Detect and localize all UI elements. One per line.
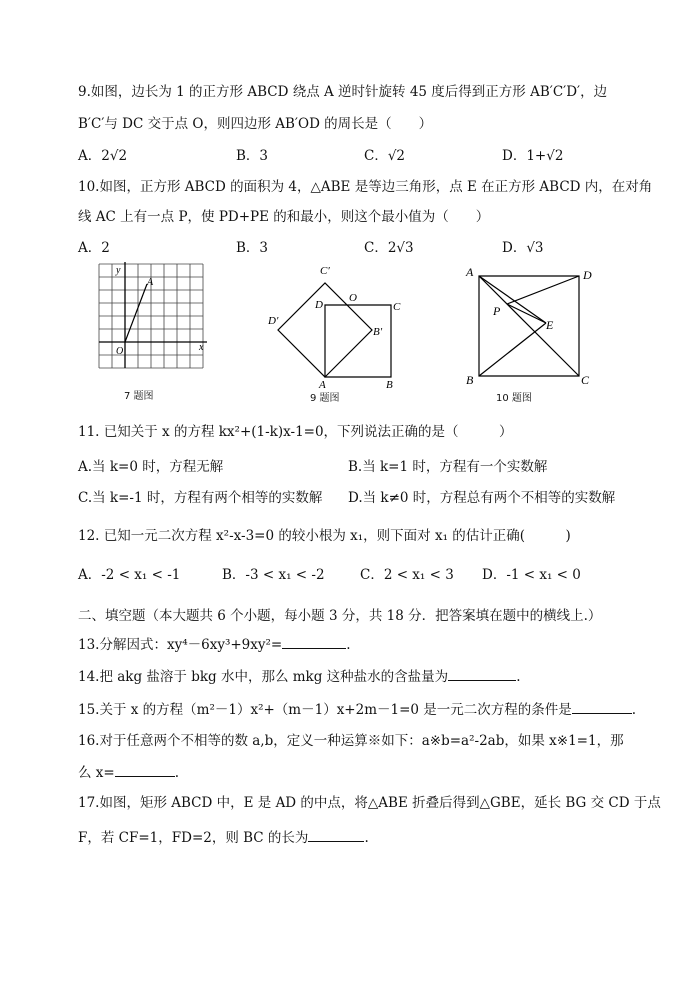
q14-text: 14.把 akg 盐溶于 bkg 水中，那么 mkg 这种盐水的含盐量为 (78, 669, 449, 685)
q11-option-c: C.当 k=-1 时，方程有两个相等的实数解 (78, 490, 323, 506)
label-b1: B′ (373, 326, 383, 338)
figure-7-caption: 7 题图 (124, 391, 154, 402)
label-y: y (116, 265, 121, 276)
figure-10-caption: 10 题图 (496, 393, 532, 404)
q14-answer-blank[interactable] (448, 666, 516, 681)
q13-answer-blank[interactable] (282, 634, 346, 649)
q12-option-d: D．-1 < x₁ < 0 (482, 567, 581, 583)
q11-option-b: B.当 k=1 时，方程有一个实数解 (348, 459, 548, 475)
label-c: C (393, 301, 401, 313)
label-a: A (147, 277, 154, 288)
figure-9-caption: 9 题图 (310, 393, 340, 404)
q15-answer-blank[interactable] (572, 699, 632, 714)
label-d: D (583, 268, 592, 282)
q14-end: . (516, 669, 521, 685)
q10-line1: 10.如图，正方形 ABCD 的面积为 4，△ABE 是等边三角形，点 E 在正方形 ABCD 内，在对角 (78, 179, 653, 195)
q9-line1: 9.如图，边长为 1 的正方形 ABCD 绕点 A 逆时针旋转 45 度后得到正方形 AB′C′D′，边 (78, 84, 608, 100)
q11-option-d: D.当 k≠0 时，方程总有两个不相等的实数解 (348, 490, 616, 506)
q12-option-c: C．2 < x₁ < 3 (360, 567, 454, 583)
figure-9-squares (262, 260, 412, 388)
label-a: A (466, 265, 474, 279)
label-d1: D′ (268, 315, 279, 327)
segment-oa (125, 284, 147, 342)
label-p: P (493, 304, 501, 318)
segment-be (479, 323, 546, 376)
q12-option-b: B．-3 < x₁ < -2 (222, 567, 325, 583)
q16-answer-blank[interactable] (115, 762, 175, 777)
label-o: O (116, 346, 124, 357)
q10-option-c: C．2√3 (364, 240, 414, 256)
q10-option-a: A．2 (78, 240, 110, 256)
q10-line2: 线 AC 上有一点 P，使 PD+PE 的和最小，则这个最小值为（ ） (78, 209, 490, 225)
label-c: C (581, 373, 590, 387)
section2-title: 二、填空题（本大题共 6 个小题，每小题 3 分，共 18 分．把答案填在题中的横线上.） (78, 608, 602, 624)
figure-10-square (460, 262, 600, 388)
label-c1: C′ (320, 265, 330, 277)
q10-option-d: D．√3 (502, 240, 544, 256)
q9-option-d: D．1+√2 (502, 148, 564, 164)
label-e: E (546, 318, 554, 332)
label-b: B (466, 373, 474, 387)
q17-text: F，若 CF=1，FD=2，则 BC 的长为 (78, 830, 309, 846)
q16-end: . (174, 765, 180, 781)
diagonal-ac (479, 276, 579, 376)
q16-line2 (78, 762, 179, 783)
q9-option-a: A．2√2 (78, 148, 128, 164)
q11-option-a: A.当 k=0 时，方程无解 (78, 459, 224, 475)
label-x: x (199, 342, 204, 353)
q9-option-c: C．√2 (364, 148, 406, 164)
segment-pe (507, 304, 546, 323)
q10-option-b: B．3 (236, 240, 269, 256)
q15-text: 15.关于 x 的方程（m²－1）x²+（m－1）x+2m－1=0 是一元二次方程的条件是 (78, 702, 572, 718)
label-a: A (319, 379, 326, 388)
q11-stem: 11. 已知关于 x 的方程 kx²+(1-k)x-1=0，下列说法正确的是（ ） (78, 424, 513, 440)
label-o: O (349, 292, 357, 304)
q9-line2: B′C′与 DC 交于点 O，则四边形 AB′OD 的周长是（ ） (78, 116, 433, 132)
q17-end: . (364, 830, 369, 846)
q14-line (78, 666, 520, 687)
q13-text: 13.分解因式：xy⁴－6xy³+9xy²= (78, 637, 283, 653)
q12-stem: 12. 已知一元二次方程 x²-x-3=0 的较小根为 x₁，则下面对 x₁ 的估计正确( ) (78, 528, 571, 544)
q17-line2 (78, 827, 369, 848)
segment-ae (479, 276, 546, 323)
q17-answer-blank[interactable] (308, 827, 364, 842)
segment-pd (507, 276, 579, 304)
q16-text: 么 x= (78, 765, 115, 781)
label-b: B (386, 379, 393, 388)
q13-line (78, 634, 351, 655)
q17-line1: 17.如图，矩形 ABCD 中，E 是 AD 的中点，将△ABE 折叠后得到△GBE，延长 BG 交 CD 于点 (78, 795, 661, 811)
label-d: D (315, 299, 323, 311)
q13-end: . (346, 637, 351, 653)
q15-end: . (631, 702, 637, 718)
q16-line1: 16.对于任意两个不相等的数 a,b，定义一种运算※如下：a※b=a²-2ab，如果 x※1=1，那 (78, 733, 624, 749)
figure-7-grid (96, 262, 210, 372)
q15-line (78, 699, 636, 720)
q9-option-b: B．3 (236, 148, 269, 164)
q12-option-a: A．-2 < x₁ < -1 (78, 567, 181, 583)
